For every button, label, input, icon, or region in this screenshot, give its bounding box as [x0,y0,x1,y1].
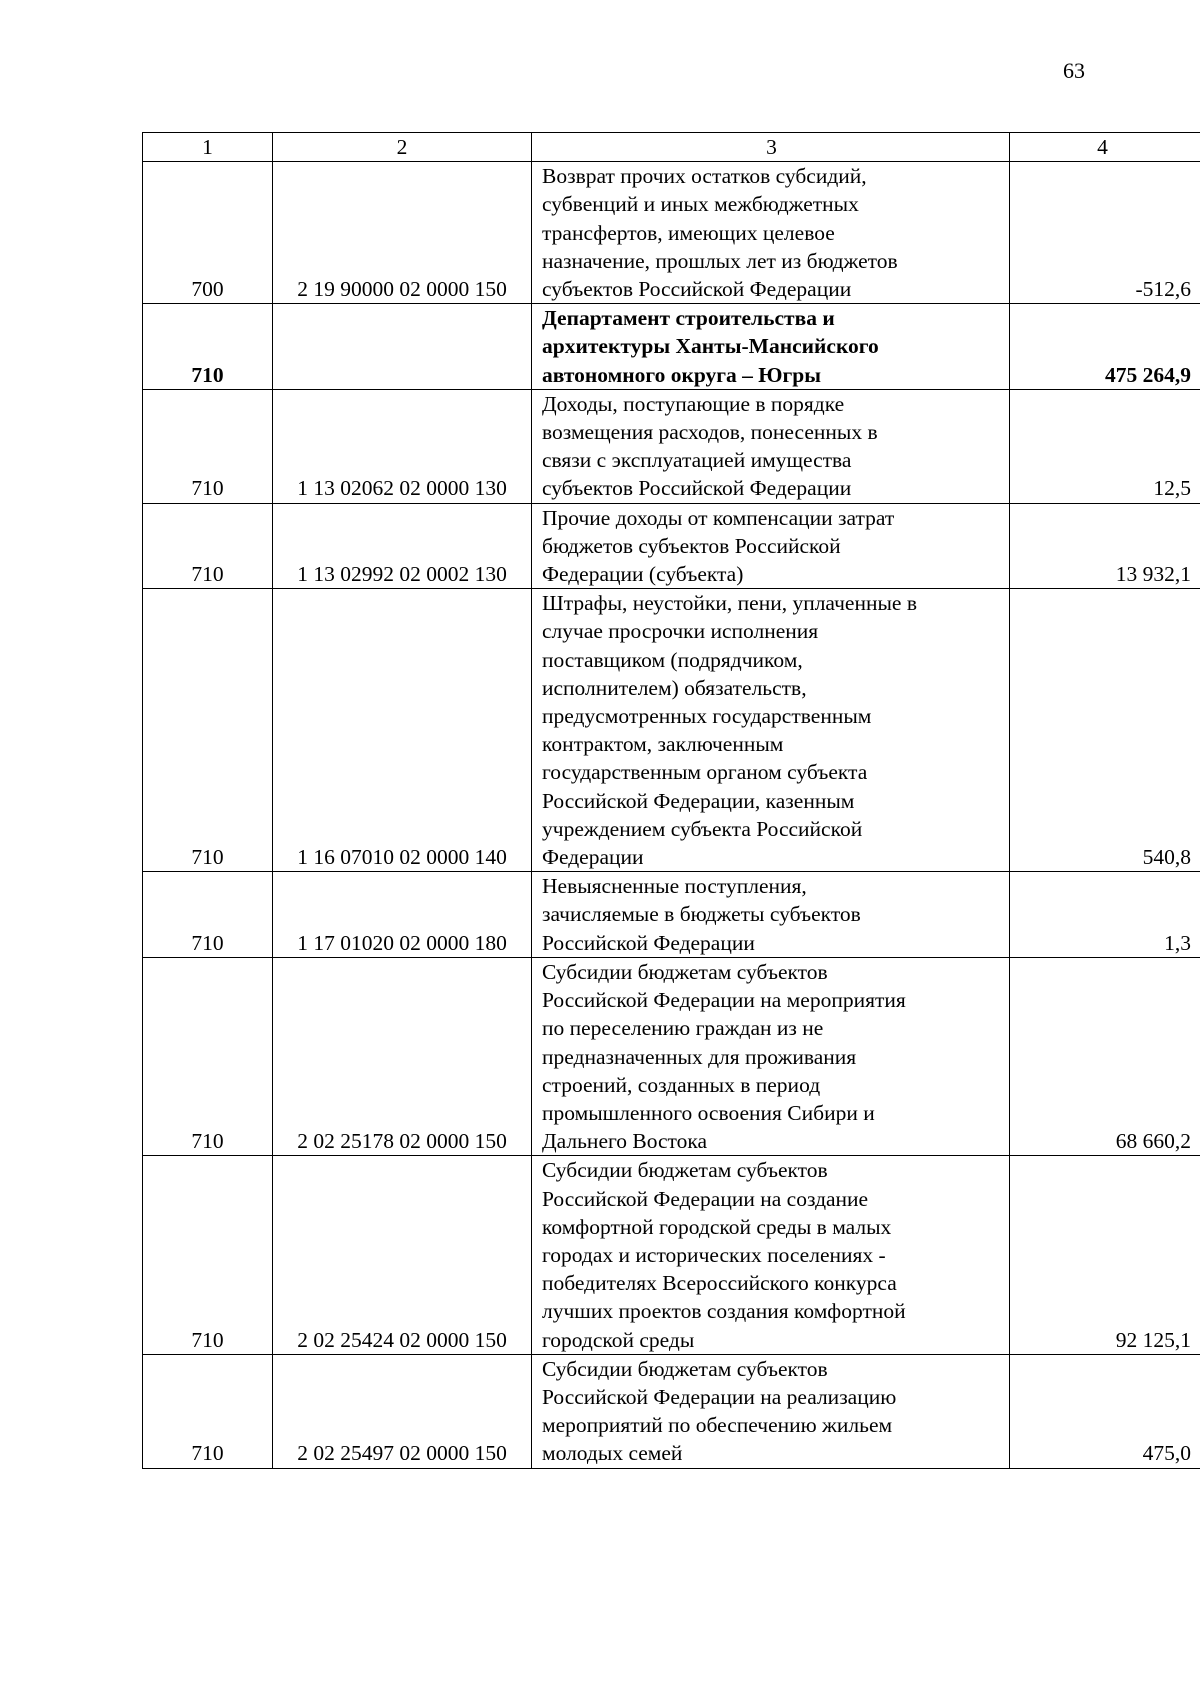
table-row [143,589,1200,872]
description-line: бюджетов субъектов Российской [542,533,841,558]
amount-cell: 540,8 [1010,589,1200,872]
table-row [143,503,1200,589]
admin-code-cell: 710 [143,872,273,958]
description-line: Российской Федерации на реализацию [542,1384,897,1409]
description-line: Субсидии бюджетам субъектов [542,1158,828,1183]
description-cell [532,589,1010,872]
description-line: автономного округа – Югры [542,362,822,387]
description-line: Департамент строительства и [542,306,835,331]
column-header-1: 1 [143,133,273,162]
description-line: Российской Федерации [542,930,755,955]
admin-code-cell: 710 [143,589,273,872]
description-cell [532,304,1010,390]
description-line: субъектов Российской Федерации [542,277,852,302]
revenue-code-cell: 2 02 25497 02 0000 150 [273,1354,532,1468]
description-line: зачисляемые в бюджеты субъектов [542,902,861,927]
amount-cell: 12,5 [1010,389,1200,503]
amount-cell: 1,3 [1010,872,1200,958]
description-line: Дальнего Востока [542,1129,708,1154]
description-line: архитектуры Ханты-Мансийского [542,334,879,359]
column-header-3: 3 [532,133,1010,162]
table-row [143,1156,1200,1354]
description-line: мероприятий по обеспечению жильем [542,1413,893,1438]
description-line: промышленного освоения Сибири и [542,1100,875,1125]
description-line: строений, созданных в период [542,1072,821,1097]
description-line: молодых семей [542,1441,683,1466]
description-line: городской среды [542,1327,695,1352]
description-line: Невыясненные поступления, [542,874,807,899]
description-line: субъектов Российской Федерации [542,476,852,501]
table-body [143,162,1200,1468]
revenue-code-cell: 2 02 25178 02 0000 150 [273,957,532,1155]
table-row [143,162,1200,304]
description-line: трансфертов, имеющих целевое [542,220,835,245]
admin-code-cell: 710 [143,389,273,503]
description-line: назначение, прошлых лет из бюджетов [542,248,898,273]
description-cell [532,162,1010,304]
admin-code-cell: 710 [143,1354,273,1468]
description-line: субвенций и иных межбюджетных [542,192,859,217]
table-row [143,304,1200,390]
column-header-4: 4 [1010,133,1200,162]
description-line: связи с эксплуатацией имущества [542,448,852,473]
description-line: Субсидии бюджетам субъектов [542,959,828,984]
description-line: по переселению граждан из не [542,1016,824,1041]
description-line: поставщиком (подрядчиком, [542,647,803,672]
revenue-code-cell: 1 13 02992 02 0002 130 [273,503,532,589]
revenue-code-cell: 2 19 90000 02 0000 150 [273,162,532,304]
description-line: Прочие доходы от компенсации затрат [542,505,895,530]
description-line: Доходы, поступающие в порядке [542,391,845,416]
description-cell [532,957,1010,1155]
description-line: Штрафы, неустойки, пени, уплаченные в [542,591,918,616]
description-line: случае просрочки исполнения [542,619,819,644]
description-line: предназначенных для проживания [542,1044,857,1069]
admin-code-cell: 710 [143,957,273,1155]
description-line: Российской Федерации, казенным [542,788,855,813]
revenue-code-cell: 1 13 02062 02 0000 130 [273,389,532,503]
revenue-code-cell: 1 16 07010 02 0000 140 [273,589,532,872]
revenue-code-cell: 1 17 01020 02 0000 180 [273,872,532,958]
description-line: предусмотренных государственным [542,704,872,729]
amount-cell: 475 264,9 [1010,304,1200,390]
description-line: городах и исторических поселениях - [542,1242,886,1267]
amount-cell: 68 660,2 [1010,957,1200,1155]
revenue-code-cell [273,304,532,390]
amount-cell: 92 125,1 [1010,1156,1200,1354]
description-line: лучших проектов создания комфортной [542,1299,906,1324]
description-line: государственным органом субъекта [542,760,868,785]
description-line: возмещения расходов, понесенных в [542,420,878,445]
column-header-2: 2 [273,133,532,162]
description-line: учреждением субъекта Российской [542,816,863,841]
description-cell [532,1354,1010,1468]
table-row [143,389,1200,503]
description-line: Российской Федерации на создание [542,1186,869,1211]
description-line: победителях Всероссийского конкурса [542,1271,897,1296]
description-line: Субсидии бюджетам субъектов [542,1356,828,1381]
admin-code-cell: 710 [143,1156,273,1354]
description-line: Федерации [542,845,644,870]
admin-code-cell: 710 [143,503,273,589]
table-row [143,957,1200,1155]
description-line: контрактом, заключенным [542,732,784,757]
amount-cell: -512,6 [1010,162,1200,304]
admin-code-cell: 700 [143,162,273,304]
table-row [143,1354,1200,1468]
description-line: Возврат прочих остатков субсидий, [542,164,867,189]
revenue-code-cell: 2 02 25424 02 0000 150 [273,1156,532,1354]
description-cell [532,389,1010,503]
description-line: исполнителем) обязательств, [542,675,807,700]
description-line: Российской Федерации на мероприятия [542,988,906,1013]
description-cell [532,1156,1010,1354]
description-line: Федерации (субъекта) [542,562,744,587]
amount-cell: 475,0 [1010,1354,1200,1468]
table-row [143,872,1200,958]
description-cell [532,503,1010,589]
description-line: комфортной городской среды в малых [542,1214,892,1239]
page-number: 63 [1063,58,1085,83]
description-cell [532,872,1010,958]
admin-code-cell: 710 [143,304,273,390]
budget-revenue-table [142,132,1200,1469]
table-header-row [143,133,1200,162]
amount-cell: 13 932,1 [1010,503,1200,589]
